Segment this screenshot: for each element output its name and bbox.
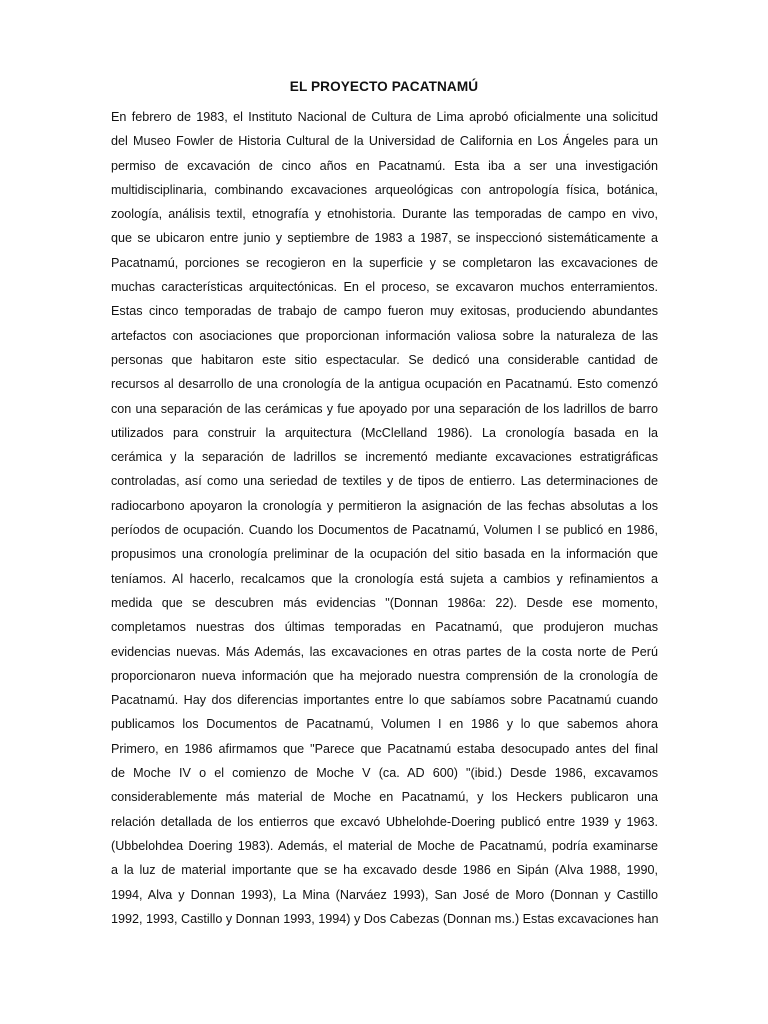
body-line: Primero, en 1986 afirmamos que "Parece que Pacatnamú estaba desocupado antes del final (111, 741, 658, 756)
document-body (111, 105, 658, 931)
body-line: muchas características arquitectónicas. En el proceso, se excavaron muchos enterramientos. (111, 280, 658, 295)
body-line: proporcionaron nueva información que ha mejorado nuestra comprensión de la cronología de (111, 668, 658, 683)
body-line: teníamos. Al hacerlo, recalcamos que la cronología está sujeta a cambios y refinamientos a (111, 571, 658, 586)
body-line: Pacatnamú. Hay dos diferencias importantes entre lo que sabíamos sobre Pacatnamú cuando (111, 693, 658, 708)
body-line: Estas cinco temporadas de trabajo de campo fueron muy exitosas, produciendo abundantes (111, 304, 658, 319)
body-line: de Moche IV o el comienzo de Moche V (ca. AD 600) "(ibid.) Desde 1986, excavamos (111, 766, 658, 781)
document-title: EL PROYECTO PACATNAMÚ (289, 79, 479, 94)
body-line: personas que habitaron este sitio espectacular. Se dedicó una considerable cantidad de (111, 352, 658, 367)
body-line: permiso de excavación de cinco años en Pacatnamú. Esta iba a ser una investigación (111, 158, 658, 173)
body-line: artefactos con asociaciones que proporcionan información valiosa sobre la naturaleza de las (111, 328, 658, 343)
body-line: medida que se descubren más evidencias "(Donnan 1986a: 22). Desde ese momento, (111, 595, 658, 610)
body-line: evidencias nuevas. Más Además, las excavaciones en otras partes de la costa norte de Perú (111, 644, 658, 659)
body-line: Pacatnamú, porciones se recogieron en la superficie y se completaron las excavaciones de (111, 255, 658, 270)
body-line: períodos de ocupación. Cuando los Documentos de Pacatnamú, Volumen I se publicó en 1986, (111, 523, 658, 538)
body-line: con una separación de las cerámicas y fue apoyado por una separación de los ladrillos de barro (111, 401, 658, 416)
body-line: cerámica y la separación de ladrillos se incrementó mediante excavaciones estratigráficas (111, 450, 658, 465)
body-line: 1992, 1993, Castillo y Donnan 1993, 1994) y Dos Cabezas (Donnan ms.) Estas excavaciones han (111, 911, 658, 926)
body-line: multidisciplinaria, combinando excavaciones arqueológicas con antropología física, botánica, (111, 182, 658, 197)
body-line: considerablemente más material de Moche en Pacatnamú, y los Heckers publicaron una (111, 790, 658, 805)
body-line: radiocarbono apoyaron la cronología y permitieron la asignación de las fechas absolutas a los (111, 498, 658, 513)
body-line: completamos nuestras dos últimas temporadas en Pacatnamú, que produjeron muchas (111, 620, 658, 635)
body-line: a la luz de material importante que se ha excavado desde 1986 en Sipán (Alva 1988, 1990, (111, 863, 658, 878)
body-line: que se ubicaron entre junio y septiembre de 1983 a 1987, se inspeccionó sistemáticamente a (111, 231, 658, 246)
body-line: publicamos los Documentos de Pacatnamú, Volumen I en 1986 y lo que sabemos ahora (111, 717, 658, 732)
body-line: zoología, análisis textil, etnografía y etnohistoria. Durante las temporadas de campo en vivo, (111, 207, 658, 222)
body-line: En febrero de 1983, el Instituto Nacional de Cultura de Lima aprobó oficialmente una solicitud (111, 110, 658, 124)
body-line: utilizados para construir la arquitectura (McClelland 1986). La cronología basada en la (111, 425, 658, 440)
body-line: controladas, así como una seriedad de textiles y de tipos de entierro. Las determinaciones de (111, 474, 658, 489)
body-line: relación detallada de los entierros que excavó Ubhelohde-Doering publicó entre 1939 y 1963. (111, 814, 658, 829)
body-line: (Ubbelohdea Doering 1983). Además, el material de Moche de Pacatnamú, podría examinarse (111, 838, 658, 853)
body-line: recursos al desarrollo de una cronología de la antigua ocupación en Pacatnamú. Esto comenzó (111, 377, 658, 392)
body-line: propusimos una cronología preliminar de la ocupación del sitio basada en la información que (111, 547, 658, 562)
body-line: 1994, Alva y Donnan 1993), La Mina (Narváez 1993), San José de Moro (Donnan y Castillo (111, 887, 658, 902)
body-line: del Museo Fowler de Historia Cultural de la Universidad de California en Los Ángeles para un (111, 134, 658, 149)
